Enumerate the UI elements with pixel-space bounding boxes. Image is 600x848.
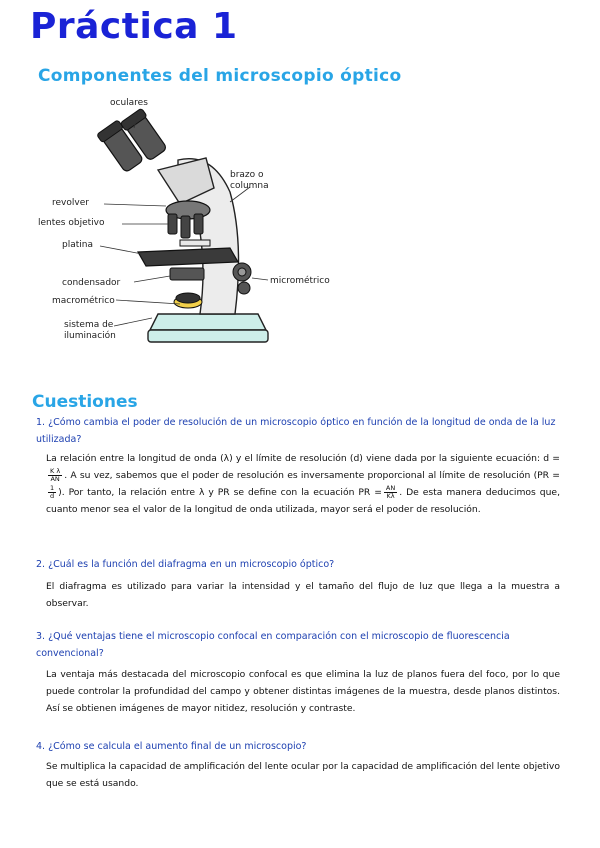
answer-3: La ventaja más destacada del microscopio confocal es que elimina la luz de planos fuera del foco, por lo que puede controlar la profundidad del campo y obtener distintas imágenes de la muestra, desde planos distintos. Así se obtienen imágenes de mayor nitidez, resolución y contraste. [46, 669, 560, 714]
answer-text: . Por tanto, la relación entre λ y PR se define con la ecuación [61, 487, 355, 498]
answer-text: La relación entre la longitud de onda (λ) y el límite de resolución (d) viene dada por la siguiente ecuación: [46, 453, 541, 464]
numerator: 1 [50, 484, 55, 492]
label-brazo: brazo o columna [230, 170, 269, 191]
question-number: 2. [36, 559, 46, 570]
label-revolver: revolver [52, 198, 89, 208]
question-3 [36, 628, 560, 662]
numerator: AN [385, 484, 396, 492]
section-title-cuestiones: Cuestiones [32, 392, 138, 412]
question-text: ¿Cómo cambia el poder de resolución de un microscopio óptico en función de la longitud de onda de la luz utilizada? [36, 417, 556, 445]
label-condensador: condensador [62, 278, 121, 288]
question-text: ¿Cuál es la función del diafragma en un microscopio óptico? [48, 559, 335, 570]
equation-lhs: d = [543, 453, 561, 464]
label-sistema-iluminacion: sistema de iluminación [64, 320, 116, 341]
page-title: Práctica 1 [30, 6, 238, 47]
question-1 [36, 414, 560, 448]
equation-rhs: ) [58, 487, 62, 498]
answer-text: . A su vez, sabemos que el poder de resolución es inversamente proporcional al límite de resolución [64, 470, 531, 481]
label-oculares: oculares [110, 98, 148, 108]
denominator: d [50, 492, 55, 500]
answer-4: Se multiplica la capacidad de amplificación del lente ocular por la capacidad de amplificación del lente objetivo que se está usando. [46, 761, 560, 789]
question-4 [36, 738, 560, 755]
fraction-1-d [48, 485, 56, 500]
label-micrometrico: micrométrico [270, 276, 330, 286]
section-subtitle: Componentes del microscopio óptico [38, 66, 402, 86]
question-text: ¿Cómo se calcula el aumento final de un microscopio? [48, 741, 307, 752]
question-number: 4. [36, 741, 46, 752]
label-platina: platina [62, 240, 93, 250]
denominator: Kλ [386, 492, 395, 500]
question-2 [36, 556, 560, 573]
question-number: 3. [36, 631, 46, 642]
microscope-diagram [30, 92, 360, 362]
equation-lhs: (PR = [533, 470, 561, 481]
fraction-an-k-lambda [384, 485, 397, 500]
label-lentes-objetivo: lentes objetivo [38, 218, 105, 228]
equation-lhs: PR = [358, 487, 382, 498]
question-number: 1. [36, 417, 46, 428]
fraction-k-lambda-an [48, 468, 62, 483]
numerator: K λ [50, 467, 61, 475]
answer-1 [46, 450, 560, 518]
answer-2: El diafragma es utilizado para variar la intensidad y el tamaño del flujo de luz que llega a la muestra a observar. [46, 581, 560, 609]
label-macrometrico: macrométrico [52, 296, 115, 306]
denominator: AN [50, 475, 60, 483]
answer-text: . De esta manera deducimos que, cuanto menor sea el valor de la longitud de onda utilizada, mayor será el poder de resolución. [46, 487, 560, 515]
question-text: ¿Qué ventajas tiene el microscopio confocal en comparación con el microscopio de fluorescencia convencional? [36, 631, 510, 659]
